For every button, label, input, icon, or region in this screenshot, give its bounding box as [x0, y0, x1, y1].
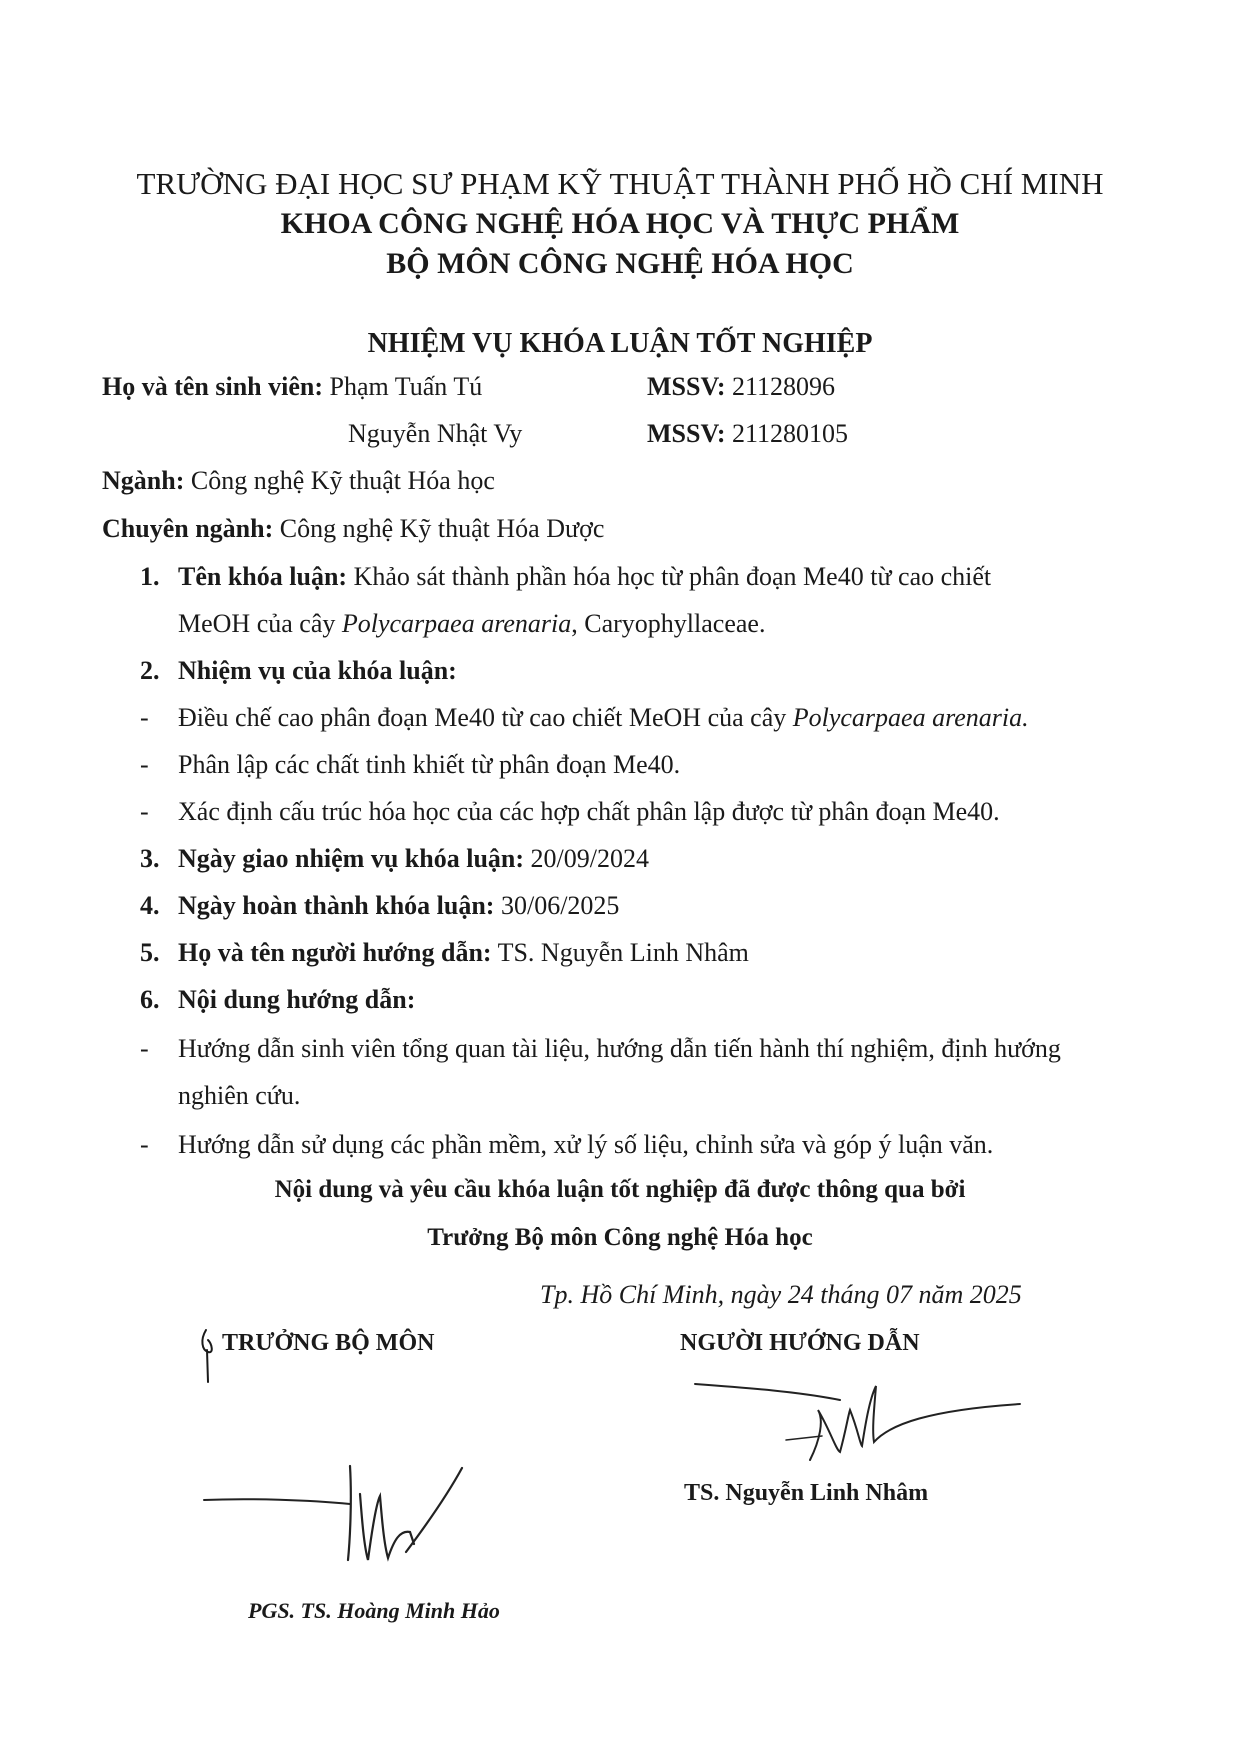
assignment-date-value: 20/09/2024 — [530, 844, 649, 873]
right-signature-name: TS. Nguyễn Linh Nhâm — [684, 1480, 929, 1506]
department-head-signature — [200, 1460, 470, 1570]
university-name: TRƯỜNG ĐẠI HỌC SƯ PHẠM KỸ THUẬT THÀNH PHỐ HỒ CHÍ MINH — [136, 166, 1104, 201]
major-label: Ngành: — [102, 466, 185, 495]
thesis-title-row — [178, 562, 991, 592]
task-text: Điều chế cao phân đoạn Me40 từ cao chiết MeOH của cây — [178, 703, 793, 732]
task-item — [178, 703, 1029, 733]
supervisor-signature — [690, 1380, 1060, 1470]
completion-date-row — [178, 891, 619, 921]
species-name: Polycarpaea arenaria — [341, 609, 572, 638]
student-row-1 — [102, 372, 482, 402]
thesis-title-continued — [178, 609, 765, 639]
guidance-item: Hướng dẫn sinh viên tổng quan tài liệu, hướng dẫn tiến hành thí nghiệm, định hướng — [178, 1034, 1061, 1063]
guidance-item: Hướng dẫn sử dụng các phần mềm, xử lý số liệu, chỉnh sửa và góp ý luận văn. — [178, 1130, 994, 1159]
completion-date-label: Ngày hoàn thành khóa luận: — [178, 891, 495, 920]
student-id-1 — [647, 372, 835, 402]
student-id-value: 21128096 — [732, 372, 836, 401]
tasks-label: Nhiệm vụ của khóa luận: — [178, 656, 457, 685]
date-line: Tp. Hồ Chí Minh, ngày 24 tháng 07 năm 2025 — [540, 1280, 1022, 1309]
document-title: NHIỆM VỤ KHÓA LUẬN TỐT NGHIỆP — [367, 328, 873, 359]
bullet-dash: - — [140, 1130, 149, 1159]
item-number: 4. — [140, 891, 160, 920]
right-signature-title: NGƯỜI HƯỚNG DẪN — [680, 1330, 920, 1356]
bullet-dash: - — [140, 703, 149, 732]
faculty-name: KHOA CÔNG NGHỆ HÓA HỌC VÀ THỰC PHẨM — [280, 207, 960, 240]
guidance-item-continued: nghiên cứu. — [178, 1081, 301, 1110]
major-row — [102, 466, 495, 496]
item-number: 3. — [140, 844, 160, 873]
task-item: Xác định cấu trúc hóa học của các hợp chất phân lập được từ phân đoạn Me40. — [178, 797, 1000, 826]
left-signature-name: PGS. TS. Hoàng Minh Hảo — [248, 1598, 500, 1623]
thesis-title-text: MeOH của cây — [178, 609, 342, 638]
bullet-dash: - — [140, 750, 149, 779]
specialization-label: Chuyên ngành: — [102, 514, 274, 543]
supervisor-label: Họ và tên người hướng dẫn: — [178, 938, 492, 967]
student-id-value: 211280105 — [732, 419, 849, 448]
supervisor-row — [178, 938, 749, 968]
handwritten-mark — [198, 1326, 220, 1386]
thesis-title-label: Tên khóa luận: — [178, 562, 348, 591]
species-name: Polycarpaea arenaria. — [792, 703, 1029, 732]
specialization-row — [102, 514, 604, 544]
student-id-label: MSSV: — [647, 419, 726, 448]
guidance-label: Nội dung hướng dẫn: — [178, 985, 416, 1014]
approval-line-1: Nội dung và yêu cầu khóa luận tốt nghiệp đã được thông qua bởi — [274, 1176, 966, 1203]
assignment-date-row — [178, 844, 649, 874]
completion-date-value: 30/06/2025 — [500, 891, 620, 920]
bullet-dash: - — [140, 1034, 149, 1063]
item-number: 6. — [140, 985, 160, 1014]
assignment-date-label: Ngày giao nhiệm vụ khóa luận: — [178, 844, 525, 873]
thesis-title-text: Khảo sát thành phần hóa học từ phân đoạn Me40 từ cao chiết — [353, 562, 992, 591]
department-name: BỘ MÔN CÔNG NGHỆ HÓA HỌC — [386, 247, 854, 280]
supervisor-name: TS. Nguyễn Linh Nhâm — [497, 938, 749, 967]
item-number: 2. — [140, 656, 160, 685]
bullet-dash: - — [140, 797, 149, 826]
student-name-2: Nguyễn Nhật Vy — [348, 419, 523, 448]
item-number: 1. — [140, 562, 160, 591]
thesis-title-text: , Caryophyllaceae. — [571, 609, 766, 638]
left-signature-title: TRƯỞNG BỘ MÔN — [222, 1330, 435, 1356]
student-id-2 — [647, 419, 848, 449]
major-value: Công nghệ Kỹ thuật Hóa học — [190, 466, 495, 495]
item-number: 5. — [140, 938, 160, 967]
task-item: Phân lập các chất tinh khiết từ phân đoạn Me40. — [178, 750, 681, 779]
student-name: Phạm Tuấn Tú — [329, 372, 483, 401]
student-id-label: MSSV: — [647, 372, 726, 401]
student-label: Họ và tên sinh viên: — [102, 372, 324, 401]
approval-line-2: Trưởng Bộ môn Công nghệ Hóa học — [427, 1224, 813, 1251]
specialization-value: Công nghệ Kỹ thuật Hóa Dược — [279, 514, 605, 543]
